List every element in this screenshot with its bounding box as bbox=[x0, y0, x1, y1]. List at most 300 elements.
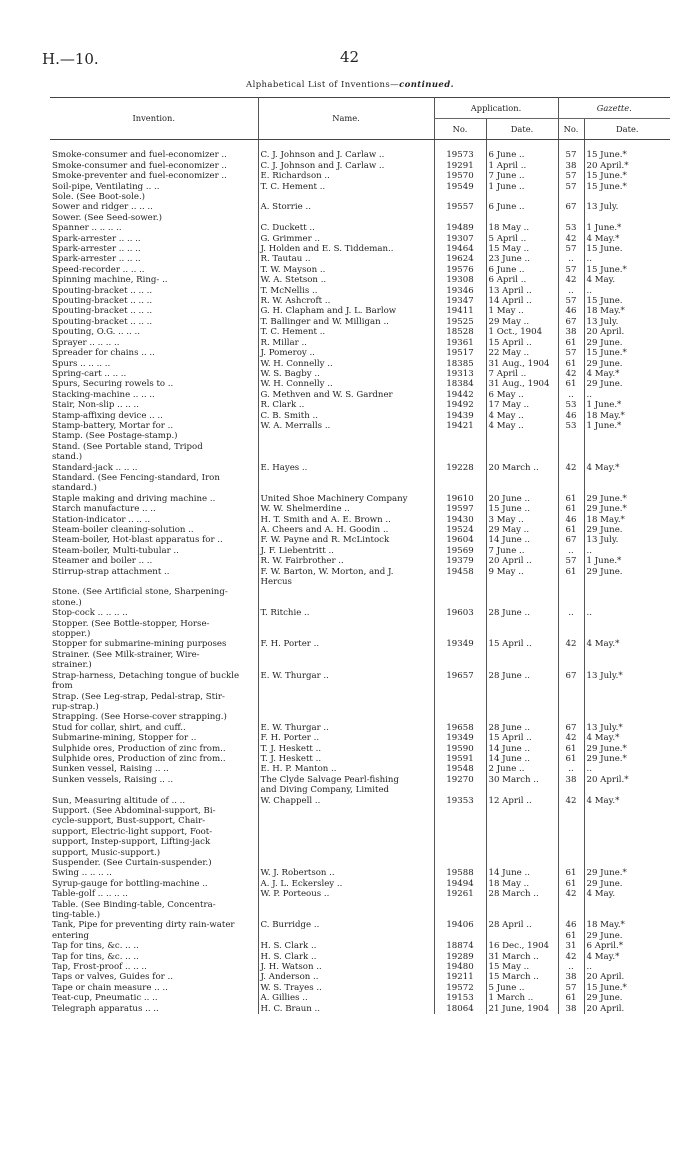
table-row bbox=[50, 254, 670, 264]
name-cell: T. McNellis .. bbox=[258, 286, 434, 296]
application-date-cell: 7 June .. bbox=[486, 171, 558, 181]
name-cell bbox=[258, 806, 434, 816]
name-cell: R. Tautau .. bbox=[258, 254, 434, 264]
gazette-no-cell: 61 bbox=[558, 879, 584, 889]
application-no-cell: 19308 bbox=[434, 275, 486, 285]
gazette-date-cell: 29 June.* bbox=[584, 494, 670, 504]
application-no-cell: 19353 bbox=[434, 796, 486, 806]
name-cell: J. Anderson .. bbox=[258, 972, 434, 982]
gazette-no-cell bbox=[558, 702, 584, 712]
table-row bbox=[50, 317, 670, 327]
invention-cell bbox=[50, 785, 258, 795]
gazette-no-cell: 61 bbox=[558, 868, 584, 878]
name-cell: C. J. Johnson and J. Carlaw .. bbox=[258, 161, 434, 171]
application-no-cell bbox=[434, 577, 486, 587]
table-row bbox=[50, 525, 670, 535]
name-cell: C. Duckett .. bbox=[258, 223, 434, 233]
invention-cell: support, Instep-support, Lifting-jack bbox=[52, 837, 211, 848]
gazette-no-cell: 38 bbox=[558, 972, 584, 982]
name-cell: R. W. Ashcroft .. bbox=[258, 296, 434, 306]
invention-cell: Strapping. (See Horse-cover strapping.) bbox=[52, 712, 227, 723]
invention-cell: Steam-boiler, Hot-blast apparatus for .. bbox=[52, 535, 223, 546]
name-cell: T. J. Heskett .. bbox=[258, 754, 434, 764]
invention-cell: Spouting-bracket .. .. .. bbox=[52, 306, 153, 317]
invention-cell: Spouting-bracket .. .. .. bbox=[52, 285, 153, 296]
application-date-cell: 31 Aug., 1904 bbox=[486, 359, 558, 369]
name-cell: A. Storrie .. bbox=[258, 202, 434, 212]
invention-cell: Stopper for submarine-mining purposes bbox=[52, 639, 227, 650]
application-date-cell bbox=[486, 192, 558, 202]
invention-cell: Steamer and boiler .. .. bbox=[52, 556, 153, 567]
invention-cell: Suspender. (See Curtain-suspender.) bbox=[52, 858, 212, 869]
gazette-no-cell: 42 bbox=[558, 952, 584, 962]
application-no-cell bbox=[434, 431, 486, 441]
application-no-cell bbox=[434, 452, 486, 462]
application-no-cell: 19307 bbox=[434, 234, 486, 244]
invention-cell: Telegraph apparatus .. .. bbox=[52, 1003, 159, 1014]
invention-cell: Strap-harness, Detaching tongue of buckle bbox=[52, 670, 240, 681]
application-no-cell: 19517 bbox=[434, 348, 486, 358]
gazette-date-cell: 13 July. bbox=[584, 202, 670, 212]
application-date-cell: 5 April .. bbox=[486, 234, 558, 244]
invention-cell: Stopper. (See Bottle-stopper, Horse- bbox=[52, 618, 210, 629]
name-cell bbox=[258, 452, 434, 462]
invention-cell: Stud for collar, shirt, and cuff.. bbox=[52, 722, 186, 733]
name-cell: W. J. Robertson .. bbox=[258, 868, 434, 878]
application-date-cell bbox=[486, 900, 558, 910]
table-row bbox=[50, 265, 670, 275]
gazette-date-cell: .. bbox=[584, 764, 670, 774]
name-cell: C. Burridge .. bbox=[258, 920, 434, 930]
application-date-cell bbox=[486, 702, 558, 712]
gazette-date-cell: .. bbox=[584, 390, 670, 400]
name-cell: The Clyde Salvage Pearl-fishing bbox=[258, 775, 434, 785]
application-date-cell: 6 June .. bbox=[486, 202, 558, 212]
application-no-cell: 18874 bbox=[434, 941, 486, 951]
invention-cell: Tank, Pipe for preventing dirty rain-water bbox=[52, 920, 235, 931]
application-no-cell: 19489 bbox=[434, 223, 486, 233]
table-row bbox=[50, 473, 670, 483]
application-no-cell: 19349 bbox=[434, 733, 486, 743]
gazette-date-cell: 29 June. bbox=[584, 879, 670, 889]
gazette-no-cell bbox=[558, 598, 584, 608]
application-no-cell bbox=[434, 848, 486, 858]
column-header-application: Application. bbox=[434, 98, 558, 119]
application-date-cell bbox=[486, 483, 558, 493]
application-date-cell bbox=[486, 660, 558, 670]
name-cell: A. Cheers and A. H. Goodin .. bbox=[258, 525, 434, 535]
gazette-no-cell bbox=[558, 816, 584, 826]
name-cell bbox=[258, 431, 434, 441]
gazette-date-cell bbox=[584, 702, 670, 712]
invention-cell bbox=[50, 577, 258, 587]
application-no-cell: 19421 bbox=[434, 421, 486, 431]
gazette-date-cell: 13 July. bbox=[584, 535, 670, 545]
name-cell: W. W. Shelmerdine .. bbox=[258, 504, 434, 514]
invention-cell: Stamp. (See Postage-stamp.) bbox=[52, 431, 178, 442]
name-cell: W. A. Stetson .. bbox=[258, 275, 434, 285]
invention-cell: Starch manufacture .. .. bbox=[52, 504, 156, 515]
name-cell: E. Richardson .. bbox=[258, 171, 434, 181]
gazette-date-cell: 6 April.* bbox=[584, 941, 670, 951]
gazette-no-cell bbox=[558, 629, 584, 639]
application-date-cell: 2 June .. bbox=[486, 764, 558, 774]
gazette-date-cell: 18 May.* bbox=[584, 515, 670, 525]
invention-cell: stopper.) bbox=[52, 629, 91, 640]
gazette-date-cell bbox=[584, 452, 670, 462]
application-no-cell bbox=[434, 650, 486, 660]
gazette-date-cell bbox=[584, 213, 670, 223]
name-cell: Hercus bbox=[258, 577, 434, 587]
application-date-cell bbox=[486, 712, 558, 722]
application-no-cell: 19480 bbox=[434, 962, 486, 972]
name-cell: E. Hayes .. bbox=[258, 463, 434, 473]
gazette-date-cell: 4 May.* bbox=[584, 952, 670, 962]
application-date-cell: 14 June .. bbox=[486, 744, 558, 754]
table-row bbox=[50, 390, 670, 400]
invention-cell: stone.) bbox=[52, 597, 82, 608]
application-date-cell: 7 June .. bbox=[486, 546, 558, 556]
gazette-no-cell: 38 bbox=[558, 327, 584, 337]
application-no-cell: 19492 bbox=[434, 400, 486, 410]
column-header-gazette-date: Date. bbox=[584, 119, 670, 140]
table-row bbox=[50, 411, 670, 421]
table-row bbox=[50, 556, 670, 566]
application-no-cell: 19439 bbox=[434, 411, 486, 421]
gazette-no-cell: 57 bbox=[558, 296, 584, 306]
gazette-no-cell: 61 bbox=[558, 338, 584, 348]
table-row bbox=[50, 150, 670, 160]
application-date-cell bbox=[486, 473, 558, 483]
name-cell: C. B. Smith .. bbox=[258, 411, 434, 421]
application-date-cell bbox=[486, 619, 558, 629]
gazette-no-cell bbox=[558, 473, 584, 483]
table-row bbox=[50, 171, 670, 181]
gazette-no-cell bbox=[558, 848, 584, 858]
table-row bbox=[50, 712, 670, 722]
table-row bbox=[50, 754, 670, 764]
gazette-date-cell: 29 June. bbox=[584, 379, 670, 389]
application-date-cell bbox=[486, 629, 558, 639]
gazette-no-cell: .. bbox=[558, 390, 584, 400]
gazette-date-cell bbox=[584, 816, 670, 826]
table-row bbox=[50, 577, 670, 587]
name-cell bbox=[258, 681, 434, 691]
name-cell bbox=[258, 650, 434, 660]
application-no-cell: 19347 bbox=[434, 296, 486, 306]
gazette-date-cell: 29 June. bbox=[584, 525, 670, 535]
gazette-date-cell: 4 May.* bbox=[584, 234, 670, 244]
name-cell bbox=[258, 712, 434, 722]
page-title-main: Alphabetical List of Inventions— bbox=[246, 80, 400, 90]
name-cell: T. W. Mayson .. bbox=[258, 265, 434, 275]
gazette-date-cell bbox=[584, 848, 670, 858]
table-row bbox=[50, 692, 670, 702]
table-row bbox=[50, 619, 670, 629]
gazette-date-cell: 13 July.* bbox=[584, 671, 670, 681]
invention-cell: Spanner .. .. .. .. bbox=[52, 223, 122, 234]
application-date-cell: 6 April .. bbox=[486, 275, 558, 285]
table-row bbox=[50, 983, 670, 993]
gazette-no-cell bbox=[558, 692, 584, 702]
table-row bbox=[50, 192, 670, 202]
application-date-cell: 15 May .. bbox=[486, 244, 558, 254]
application-no-cell: 19153 bbox=[434, 993, 486, 1003]
gazette-date-cell bbox=[584, 900, 670, 910]
invention-cell: Spouting-bracket .. .. .. bbox=[52, 316, 153, 327]
table-row bbox=[50, 504, 670, 514]
table-row bbox=[50, 848, 670, 858]
column-header-app-no: No. bbox=[434, 119, 486, 140]
invention-cell: Strainer. (See Milk-strainer, Wire- bbox=[52, 649, 200, 660]
application-no-cell bbox=[434, 806, 486, 816]
application-no-cell: 19525 bbox=[434, 317, 486, 327]
name-cell: H. C. Braun .. bbox=[258, 1004, 434, 1014]
application-no-cell: 19597 bbox=[434, 504, 486, 514]
application-date-cell: 4 May .. bbox=[486, 421, 558, 431]
application-no-cell: 18384 bbox=[434, 379, 486, 389]
column-header-gazette: Gazette. bbox=[558, 98, 670, 119]
gazette-no-cell: 57 bbox=[558, 244, 584, 254]
application-date-cell: 29 May .. bbox=[486, 317, 558, 327]
invention-cell: Smoke-consumer and fuel-economizer .. bbox=[52, 160, 227, 171]
table-row bbox=[50, 275, 670, 285]
invention-cell: Spouting, O.G. .. .. .. bbox=[52, 327, 140, 338]
gazette-date-cell: 4 May.* bbox=[584, 733, 670, 743]
gazette-no-cell bbox=[558, 712, 584, 722]
table-row bbox=[50, 515, 670, 525]
application-no-cell bbox=[434, 712, 486, 722]
gazette-no-cell bbox=[558, 827, 584, 837]
application-date-cell: 1 April .. bbox=[486, 161, 558, 171]
application-date-cell bbox=[486, 858, 558, 868]
gazette-date-cell: 29 June. bbox=[584, 567, 670, 577]
invention-cell: standard.) bbox=[52, 483, 97, 494]
name-cell: T. C. Hement .. bbox=[258, 327, 434, 337]
application-no-cell bbox=[434, 910, 486, 920]
invention-cell: Station-indicator .. .. .. bbox=[52, 514, 151, 525]
gazette-date-cell: .. bbox=[584, 608, 670, 618]
invention-cell: Stair, Non-slip .. .. .. bbox=[52, 400, 139, 411]
application-date-cell bbox=[486, 910, 558, 920]
name-cell bbox=[258, 702, 434, 712]
application-date-cell: 4 May .. bbox=[486, 411, 558, 421]
invention-cell: rup-strap.) bbox=[52, 701, 99, 712]
document-reference: H.—10. bbox=[42, 50, 99, 68]
gazette-date-cell bbox=[584, 837, 670, 847]
name-cell: R. Millar .. bbox=[258, 338, 434, 348]
application-no-cell: 18385 bbox=[434, 359, 486, 369]
table-row bbox=[50, 910, 670, 920]
invention-cell: Spark-arrester .. .. .. bbox=[52, 233, 141, 244]
gazette-no-cell: 42 bbox=[558, 234, 584, 244]
application-no-cell bbox=[434, 473, 486, 483]
name-cell: F. W. Payne and R. McLintock bbox=[258, 535, 434, 545]
gazette-date-cell: 29 June. bbox=[584, 359, 670, 369]
gazette-date-cell bbox=[584, 858, 670, 868]
invention-cell: Soil-pipe, Ventilating .. .. bbox=[52, 181, 160, 192]
application-no-cell: 19430 bbox=[434, 515, 486, 525]
name-cell bbox=[258, 587, 434, 597]
name-cell: E. W. Thurgar .. bbox=[258, 723, 434, 733]
gazette-no-cell bbox=[558, 442, 584, 452]
inventions-table bbox=[50, 97, 670, 1014]
gazette-date-cell bbox=[584, 660, 670, 670]
invention-cell: Speed-recorder .. .. .. bbox=[52, 264, 145, 275]
name-cell: J. Holden and E. S. Tiddeman.. bbox=[258, 244, 434, 254]
gazette-date-cell bbox=[584, 577, 670, 587]
name-cell: United Shoe Machinery Company bbox=[258, 494, 434, 504]
gazette-no-cell bbox=[558, 192, 584, 202]
gazette-no-cell: 61 bbox=[558, 379, 584, 389]
gazette-date-cell: 15 June. bbox=[584, 296, 670, 306]
page-title bbox=[0, 80, 700, 90]
table-row bbox=[50, 421, 670, 431]
application-date-cell: 6 June .. bbox=[486, 150, 558, 160]
table-row bbox=[50, 306, 670, 316]
table-row bbox=[50, 535, 670, 545]
gazette-date-cell bbox=[584, 785, 670, 795]
application-date-cell bbox=[486, 431, 558, 441]
name-cell bbox=[258, 213, 434, 223]
application-date-cell: 20 April .. bbox=[486, 556, 558, 566]
name-cell bbox=[258, 910, 434, 920]
name-cell bbox=[258, 629, 434, 639]
table-row bbox=[50, 379, 670, 389]
gazette-date-cell: 29 June.* bbox=[584, 754, 670, 764]
application-date-cell bbox=[486, 213, 558, 223]
table-row bbox=[50, 785, 670, 795]
application-no-cell: 19557 bbox=[434, 202, 486, 212]
table-row bbox=[50, 598, 670, 608]
application-no-cell bbox=[434, 192, 486, 202]
table-row bbox=[50, 702, 670, 712]
application-no-cell: 19624 bbox=[434, 254, 486, 264]
application-date-cell: 20 March .. bbox=[486, 463, 558, 473]
name-cell bbox=[258, 598, 434, 608]
name-cell: H. S. Clark .. bbox=[258, 941, 434, 951]
invention-cell: Stop-cock .. .. .. .. bbox=[52, 608, 128, 619]
application-date-cell: 18 May .. bbox=[486, 879, 558, 889]
gazette-date-cell: 29 June. bbox=[584, 338, 670, 348]
table-row bbox=[50, 348, 670, 358]
table-row bbox=[50, 202, 670, 212]
gazette-no-cell: .. bbox=[558, 962, 584, 972]
application-date-cell: 14 June .. bbox=[486, 868, 558, 878]
gazette-date-cell: 20 April. bbox=[584, 327, 670, 337]
application-date-cell: 28 April .. bbox=[486, 920, 558, 930]
invention-cell: Steam-boiler, Multi-tubular .. bbox=[52, 545, 179, 556]
name-cell: G. Grimmer .. bbox=[258, 234, 434, 244]
gazette-date-cell: 1 June.* bbox=[584, 223, 670, 233]
application-date-cell: 15 April .. bbox=[486, 733, 558, 743]
gazette-date-cell bbox=[584, 827, 670, 837]
application-date-cell bbox=[486, 587, 558, 597]
application-no-cell: 19349 bbox=[434, 639, 486, 649]
gazette-no-cell bbox=[558, 785, 584, 795]
name-cell bbox=[258, 900, 434, 910]
application-no-cell: 19458 bbox=[434, 567, 486, 577]
table-row bbox=[50, 972, 670, 982]
invention-cell: Swing .. .. .. .. bbox=[52, 868, 112, 879]
name-cell bbox=[258, 483, 434, 493]
gazette-date-cell bbox=[584, 692, 670, 702]
application-no-cell: 19261 bbox=[434, 889, 486, 899]
gazette-date-cell: .. bbox=[584, 546, 670, 556]
name-cell: J. H. Watson .. bbox=[258, 962, 434, 972]
invention-cell: Taps or valves, Guides for .. bbox=[52, 972, 173, 983]
application-no-cell bbox=[434, 931, 486, 941]
gazette-no-cell: 61 bbox=[558, 359, 584, 369]
invention-cell: Spring-cart .. .. .. bbox=[52, 368, 127, 379]
application-date-cell: 18 May .. bbox=[486, 223, 558, 233]
invention-cell: Sulphide ores, Production of zinc from.. bbox=[52, 743, 226, 754]
table-row bbox=[50, 827, 670, 837]
application-date-cell: 13 April .. bbox=[486, 286, 558, 296]
gazette-no-cell: 42 bbox=[558, 796, 584, 806]
invention-cell: Stacking-machine .. .. .. bbox=[52, 389, 155, 400]
gazette-date-cell: 29 June.* bbox=[584, 868, 670, 878]
invention-cell: Sole. (See Boot-sole.) bbox=[52, 192, 146, 203]
invention-cell: Stamp-battery, Mortar for .. bbox=[52, 420, 174, 431]
name-cell: F. H. Porter .. bbox=[258, 733, 434, 743]
table-row bbox=[50, 483, 670, 493]
gazette-no-cell bbox=[558, 619, 584, 629]
invention-cell: Tape or chain measure .. .. bbox=[52, 982, 168, 993]
table-row bbox=[50, 952, 670, 962]
application-date-cell bbox=[486, 816, 558, 826]
application-date-cell bbox=[486, 931, 558, 941]
table-row bbox=[50, 941, 670, 951]
application-no-cell bbox=[434, 900, 486, 910]
gazette-date-cell: 20 April. bbox=[584, 972, 670, 982]
gazette-date-cell: 15 June.* bbox=[584, 348, 670, 358]
gazette-date-cell bbox=[584, 598, 670, 608]
gazette-no-cell: 61 bbox=[558, 567, 584, 577]
gazette-no-cell: .. bbox=[558, 254, 584, 264]
invention-cell: Spouting-bracket .. .. .. bbox=[52, 296, 153, 307]
table-row bbox=[50, 546, 670, 556]
gazette-no-cell: 46 bbox=[558, 306, 584, 316]
gazette-no-cell: 42 bbox=[558, 369, 584, 379]
application-date-cell: 15 June .. bbox=[486, 504, 558, 514]
gazette-no-cell: 61 bbox=[558, 744, 584, 754]
gazette-date-cell bbox=[584, 681, 670, 691]
application-no-cell: 19591 bbox=[434, 754, 486, 764]
gazette-date-cell: .. bbox=[584, 254, 670, 264]
invention-cell: Smoke-preventer and fuel-economizer .. bbox=[52, 171, 227, 182]
invention-cell: stand.) bbox=[52, 452, 83, 463]
invention-cell: Standard-jack .. .. .. bbox=[52, 462, 138, 473]
table-row bbox=[50, 671, 670, 681]
application-no-cell bbox=[434, 442, 486, 452]
invention-cell: Sunken vessels, Raising .. .. bbox=[52, 774, 174, 785]
invention-cell: Spurs, Securing rowels to .. bbox=[52, 379, 174, 390]
invention-cell: Syrup-gauge for bottling-machine .. bbox=[52, 878, 208, 889]
table-row bbox=[50, 452, 670, 462]
invention-cell: Spinning machine, Ring- .. bbox=[52, 275, 168, 286]
application-no-cell: 19291 bbox=[434, 161, 486, 171]
invention-cell: Spreader for chains .. .. bbox=[52, 348, 155, 359]
gazette-no-cell: 57 bbox=[558, 983, 584, 993]
application-no-cell: 19289 bbox=[434, 952, 486, 962]
gazette-no-cell bbox=[558, 910, 584, 920]
name-cell: A. J. L. Eckersley .. bbox=[258, 879, 434, 889]
gazette-no-cell: 67 bbox=[558, 535, 584, 545]
application-no-cell: 19313 bbox=[434, 369, 486, 379]
gazette-no-cell: 46 bbox=[558, 920, 584, 930]
table-row bbox=[50, 431, 670, 441]
